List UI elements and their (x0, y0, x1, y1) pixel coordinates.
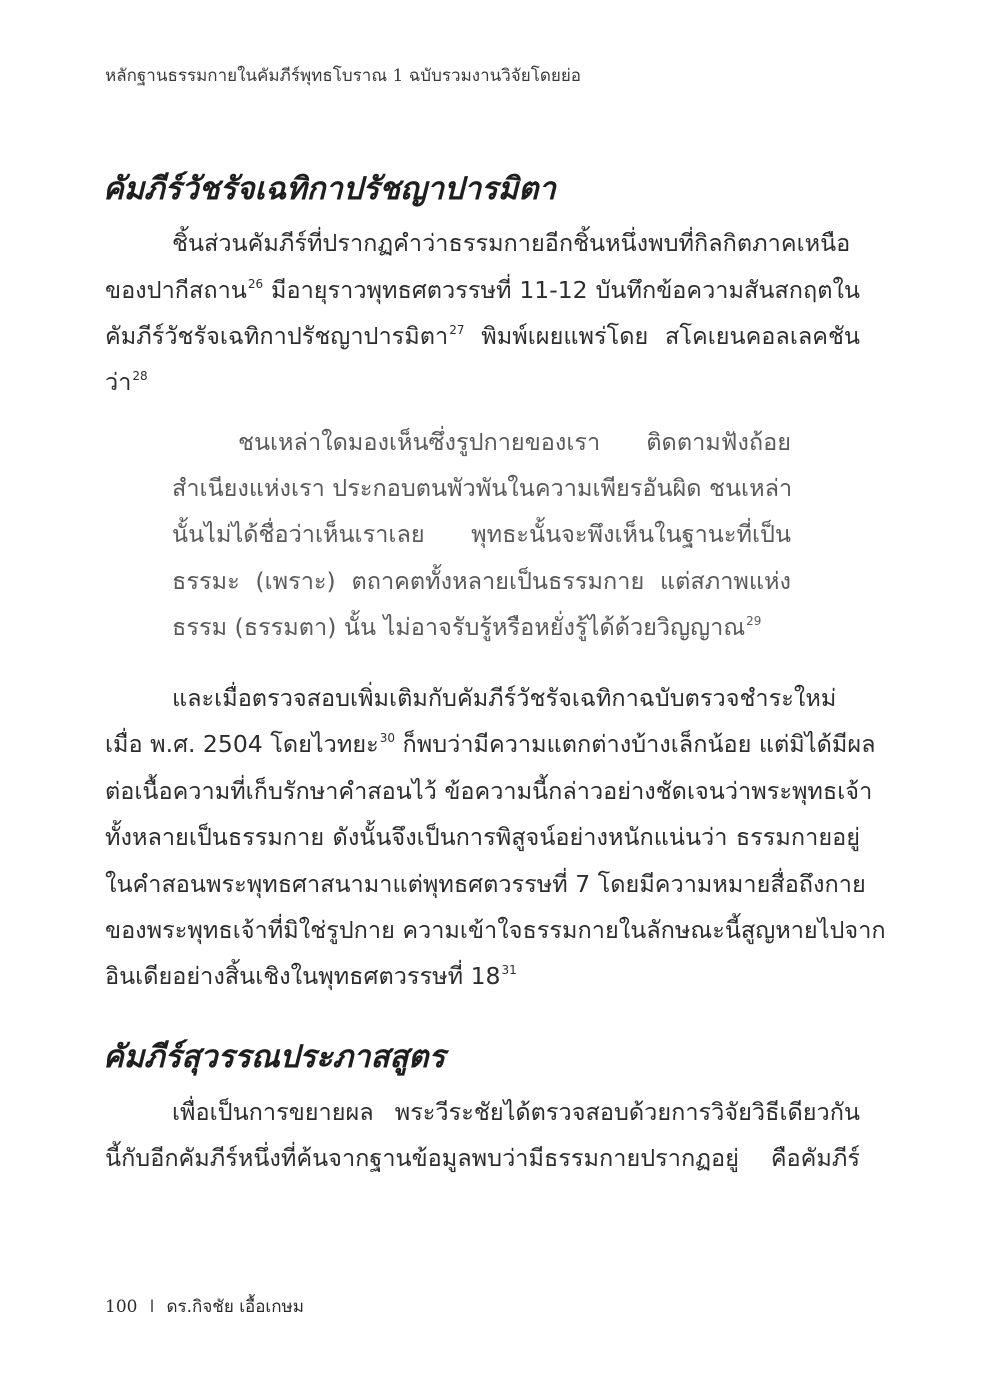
footnote-ref[interactable]: 28 (132, 369, 148, 383)
body-line: ทั้งหลายเป็นธรรมกาย ดังนั้นจึงเป็นการพิสูจน์อย่างหนักแน่นว่า ธรรมกายอยู่ (105, 823, 860, 851)
body-line: เมื่อ พ.ศ. 2504 โดยไวทยะ$^{30}$ ก็พบว่ามีความแตกต่างบ้างเล็กน้อย แต่มิได้มีผล (105, 730, 876, 758)
body-line: ของปากีสถาน$^{26}$ มีอายุราวพุทธศตวรรษที่ 11-12 บันทึกข้อความสันสกฤตใน (105, 276, 860, 304)
body-line: และเมื่อตรวจสอบเพิ่มเติมกับคัมภีร์วัชรัจเฉทิกาฉบับตรวจชำระใหม่ (172, 684, 837, 712)
body-line: เพื่อเป็นการขยายผล พระวีระชัยได้ตรวจสอบด้วยการวิจัยวิธีเดียวกัน (172, 1098, 860, 1126)
footer-separator: I (149, 1297, 155, 1317)
section-heading-suvarnaprabhasa: คัมภีร์สุวรรณประภาสสูตร (103, 1039, 446, 1075)
quote-line: นั้นไม่ได้ชื่อว่าเห็นเราเลย พุทธะนั้นจะพึงเห็นในฐานะที่เป็น (172, 520, 791, 548)
footnote-ref[interactable]: 29 (746, 614, 762, 628)
footnote-ref[interactable]: 31 (501, 963, 517, 977)
section-heading-vajracchedika: คัมภีร์วัชรัจเฉทิกาปรัชญาปารมิตา (103, 171, 556, 207)
body-line: ว่า$^{28}$ (105, 368, 148, 396)
footnote-ref[interactable]: 30 (379, 731, 396, 745)
body-line: คัมภีร์วัชรัจเฉทิกาปรัชญาปารมิตา$^{27}$ พิมพ์เผยแพร่โดย สโคเยนคอลเลคชัน (105, 322, 860, 350)
body-line: ของพระพุทธเจ้าที่มิใช่รูปกาย ความเข้าใจธรรมกายในลักษณะนี้สูญหายไปจาก (105, 916, 886, 944)
page-footer (105, 1293, 304, 1320)
quote-line: ธรรม (ธรรมตา) นั้น ไม่อาจรับรู้หรือหยั่งรู้ได้ด้วยวิญญาณ$^{29}$ (172, 613, 762, 641)
body-line: ในคำสอนพระพุทธศาสนามาแต่พุทธศตวรรษที่ 7 โดยมีความหมายสื่อถึงกาย (105, 870, 866, 898)
page-number: 100 (105, 1297, 138, 1317)
quote-line: ธรรมะ (เพราะ) ตถาคตทั้งหลายเป็นธรรมกาย แต่สภาพแห่ง (172, 567, 791, 595)
running-head: หลักฐานธรรมกายในคัมภีร์พุทธโบราณ 1 ฉบับรวมงานวิจัยโดยย่อ (105, 66, 582, 86)
body-line: ชิ้นส่วนคัมภีร์ที่ปรากฏคำว่าธรรมกายอีกชิ้นหนึ่งพบที่กิลกิตภาคเหนือ (172, 229, 851, 257)
body-line: อินเดียอย่างสิ้นเชิงในพุทธศตวรรษที่ $18^{31}$ (105, 962, 517, 990)
footnote-ref[interactable]: 27 (449, 323, 465, 337)
quote-line: ชนเหล่าใดมองเห็นซึ่งรูปกายของเรา ติดตามฟังถ้อย (238, 428, 791, 456)
quote-line: สำเนียงแห่งเรา ประกอบตนพัวพันในความเพียรอันผิด ชนเหล่า (172, 474, 793, 502)
body-line: นี้กับอีกคัมภีร์หนึ่งที่ค้นจากฐานข้อมูลพบว่ามีธรรมกายปรากฏอยู่ คือคัมภีร์ (105, 1144, 860, 1172)
body-line: ต่อเนื้อความที่เก็บรักษาคำสอนไว้ ข้อความนี้กล่าวอย่างชัดเจนว่าพระพุทธเจ้า (105, 777, 873, 805)
footnote-ref[interactable]: 26 (247, 277, 264, 291)
author-name: ดร.กิจชัย เอื้อเกษม (166, 1297, 304, 1317)
